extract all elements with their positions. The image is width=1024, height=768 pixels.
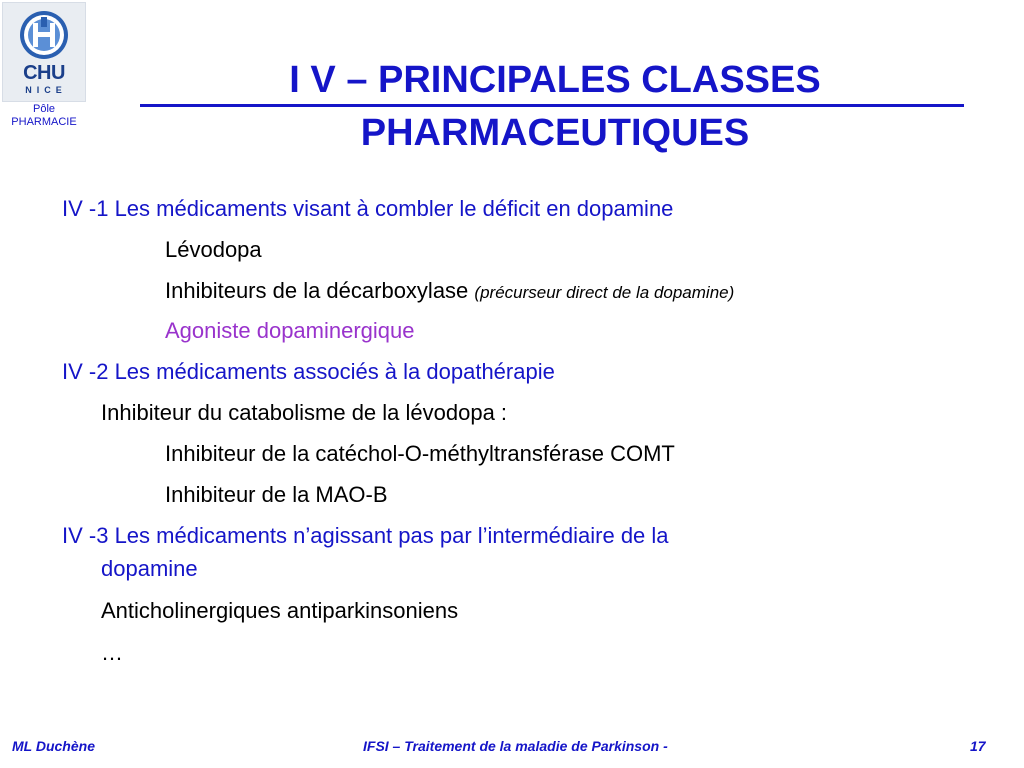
section1-item-agoniste: Agoniste dopaminergique [165,318,415,343]
slide-title-line2: PHARMACEUTIQUES [360,112,750,154]
footer-page-number: 17 [970,738,986,754]
pole-line1: Pôle [32,103,56,115]
slide-title-line1: I V – PRINCIPALES CLASSES [289,59,821,101]
logo-chu-text: CHU [23,62,65,84]
section3-heading-line1: IV -3 Les médicaments n’agissant pas par l’intermédiaire de la [62,523,669,548]
section3-item-ellipsis: … [101,640,123,665]
chu-nice-logo [2,2,86,102]
footer-course: IFSI – Traitement de la maladie de Parkinson - [363,738,668,754]
chu-emblem-icon [16,9,72,61]
section1-item-levodopa: Lévodopa [165,237,262,262]
section2-heading: IV -2 Les médicaments associés à la dopathérapie [62,359,555,384]
footer-author: ML Duchène [12,738,95,754]
section1-item-decarboxylase-note: (précurseur direct de la dopamine) [474,283,735,302]
section1-item-decarboxylase-text: Inhibiteurs de la décarboxylase [165,278,475,303]
title-rule [140,104,964,107]
section3-heading-line2: dopamine [101,556,198,581]
section1-heading: IV -1 Les médicaments visant à combler le déficit en dopamine [62,196,674,221]
pole-label [0,103,88,129]
section3-item-anticholinergiques: Anticholinergiques antiparkinsoniens [101,598,459,623]
logo-nice-text: NICE [25,85,67,95]
section2-item-comt: Inhibiteur de la catéchol-O-méthyltransférase COMT [165,441,675,466]
section1-item-decarboxylase [165,278,734,306]
section2-subheading: Inhibiteur du catabolisme de la lévodopa : [101,400,508,425]
pole-line2: PHARMACIE [11,116,77,128]
section2-item-maob: Inhibiteur de la MAO-B [165,482,388,507]
